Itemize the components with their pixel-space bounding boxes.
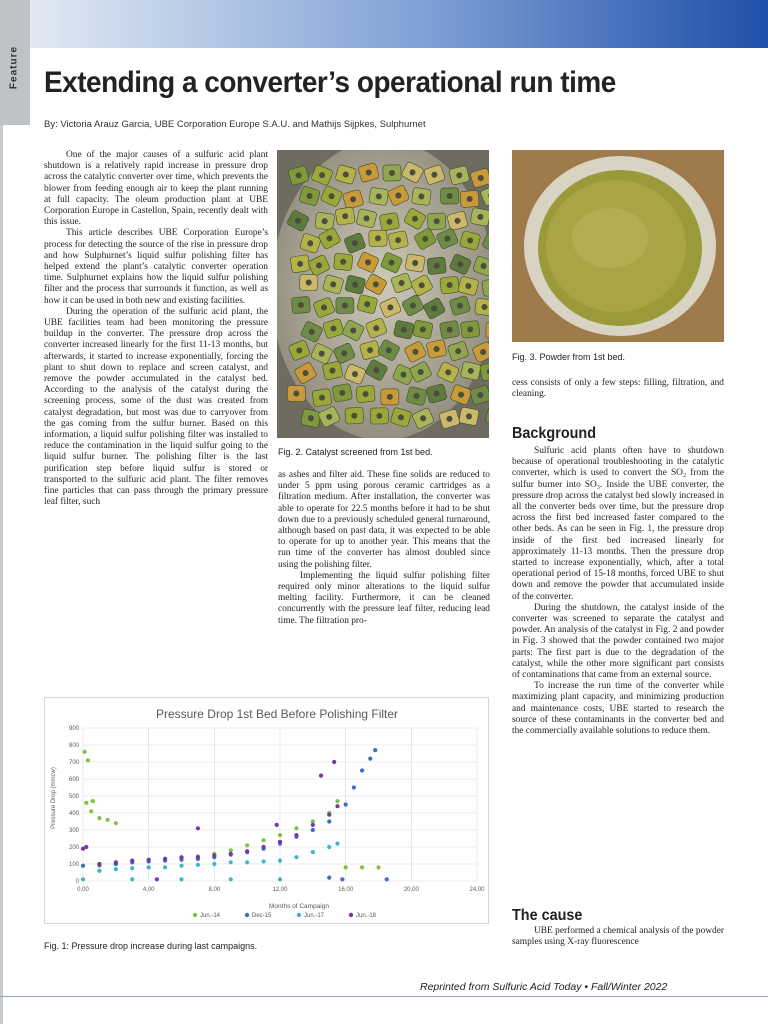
data-point (97, 816, 101, 820)
data-point (114, 860, 118, 864)
column-1 (44, 150, 268, 509)
footer-credit: Reprinted from Sulfuric Acid Today • Fall/Winter 2022 (420, 981, 668, 993)
catalyst-pellet (345, 407, 364, 424)
data-point (360, 768, 364, 772)
catalyst-pellet (322, 361, 343, 380)
x-tick-label: 0,00 (77, 887, 89, 893)
data-point (84, 845, 88, 849)
data-point (147, 858, 151, 862)
y-tick-label: 0 (75, 879, 79, 885)
data-point (81, 864, 85, 868)
catalyst-pellet (290, 255, 310, 274)
legend-label: Dec-15 (252, 913, 272, 919)
byline: By: Victoria Arauz Garcia, UBE Corporation Europe S.A.U. and Mathijs Sijpkes, Sulphurnet (44, 119, 426, 130)
x-axis-label: Months of Campaign (269, 903, 329, 910)
section-tab-label: Feature (8, 45, 20, 90)
data-point (114, 867, 118, 871)
legend-label: Jun.-14 (200, 913, 221, 919)
catalyst-pellet (369, 230, 387, 246)
catalyst-pellet (411, 187, 431, 205)
data-point (327, 845, 331, 849)
data-point (261, 859, 265, 863)
catalyst-pellet (287, 385, 305, 401)
data-point (335, 842, 339, 846)
data-point (179, 855, 183, 859)
catalyst-pellet (332, 383, 353, 402)
header-band (0, 0, 768, 48)
catalyst-pellet (427, 257, 447, 275)
y-tick-label: 800 (68, 743, 79, 749)
data-point (97, 869, 101, 873)
x-tick-label: 8,00 (208, 887, 221, 893)
paragraph: One of the major causes of a sulfuric acid plant shutdown is a relatively rapid increase in pressure drop across the catalytic converter over time, which prevents the blower from feeding enough air to keep the plant running at full capacity. The oleum production plant at UBE Corporation Europe in Castellon, Spain, recently dealt with this issue. (44, 150, 268, 228)
heading-the-cause: The cause (512, 907, 583, 924)
data-point (335, 799, 339, 803)
y-tick-label: 900 (68, 726, 79, 732)
data-point (344, 865, 348, 869)
catalyst-pellet (412, 320, 433, 339)
catalyst-pellet (336, 298, 354, 314)
catalyst-pellet (426, 339, 447, 358)
data-point (245, 849, 249, 853)
column-3-cause (512, 926, 724, 948)
chart-svg (45, 698, 488, 923)
catalyst-pellet (440, 276, 460, 294)
paragraph: UBE performed a chemical analysis of the powder samples using X-ray fluorescence (512, 926, 724, 948)
paragraph: cess consists of only a few steps: filling, filtration, and cleaning. (512, 378, 724, 400)
data-point (114, 821, 118, 825)
catalyst-photo (277, 150, 489, 438)
data-point (147, 865, 151, 869)
data-point (245, 843, 249, 847)
paragraph: To increase the run time of the converter while maximizing plant capacity, and minimizing production and maintenance costs, UBE started to research the source of these contaminants in the converter bed and the commercially available solutions to reduce them. (512, 681, 724, 737)
catalyst-pellet (475, 298, 489, 316)
y-tick-label: 200 (68, 845, 79, 851)
paragraph: Sulfuric acid plants often have to shutdown because of operational troubleshooting in the catalytic converter, which is used to convert the SO₂ from the sulfur burner into SO₃. Inside the UBE converter, the pressure drop across the catalyst bed slowly increased in all the converter beds over time, but the pressure drop across the first bed increased faster compared to the other beds. As can be seen in Fig. 1, the pressure drop inside of the first bed increased linearly for approximately 11-13 months. Then the pressure drop started to increase exponentially, which, after a total operational period of 15-18 months, forced UBE to shut down and remove the powder that accumulated inside of the converter. (512, 446, 724, 602)
legend-marker (297, 913, 301, 917)
data-point (261, 845, 265, 849)
catalyst-pellet (460, 190, 479, 207)
x-tick-label: 12,00 (272, 887, 288, 893)
data-point (106, 818, 110, 822)
data-point (368, 757, 372, 761)
data-point (155, 877, 159, 881)
data-point (229, 852, 233, 856)
data-point (130, 866, 134, 870)
data-point (340, 877, 344, 881)
data-point (212, 862, 216, 866)
catalyst-pellet (299, 274, 318, 291)
data-point (294, 833, 298, 837)
x-tick-label: 16,00 (338, 887, 354, 893)
data-point (130, 877, 134, 881)
catalyst-pellet (381, 389, 399, 405)
y-tick-label: 400 (68, 811, 79, 817)
y-tick-label: 700 (68, 760, 79, 766)
side-rule (0, 125, 3, 1024)
data-point (278, 859, 282, 863)
heading-background: Background (512, 425, 597, 442)
data-point (332, 760, 336, 764)
chart-title: Pressure Drop 1st Bed Before Polishing Filter (155, 707, 399, 721)
data-point (97, 862, 101, 866)
paragraph: as ashes and filter aid. These fine solids are reduced to under 5 ppm using porous ceramic cartridges as a filtration medium. After installation, the converter was able to operate for 22.5 months before it had to be shut down due to a previously scheduled general turnaround, although based on past data, it was expected to be able to operate for up to another year. This means that the run time of the converter has almost doubled since using the polishing filter. (278, 470, 490, 570)
data-point (163, 865, 167, 869)
data-point (84, 801, 88, 805)
legend-label: Jun.-18 (356, 913, 377, 919)
catalyst-pellet (439, 320, 460, 339)
data-point (83, 750, 87, 754)
column-3-background (512, 446, 724, 737)
legend-label: Jun.-17 (304, 913, 325, 919)
catalyst-pellet (379, 212, 399, 231)
data-point (352, 785, 356, 789)
x-tick-label: 24,00 (469, 887, 485, 893)
data-point (212, 853, 216, 857)
section-tab (0, 0, 30, 125)
data-point (229, 860, 233, 864)
data-point (294, 826, 298, 830)
figure-1-caption: Fig. 1: Pressure drop increase during last campaigns. (44, 941, 258, 951)
data-point (360, 865, 364, 869)
pressure-drop-chart (44, 697, 489, 924)
paragraph: Implementing the liquid sulfur polishing filter required only minor alterations to the liquid sulfur melting facility. Furthermore, it can be cleaned concurrently with the pressure leaf filter, reducing lead time. The filtration pro- (278, 570, 490, 626)
data-point (278, 833, 282, 837)
catalyst-pellet (427, 213, 446, 230)
data-point (311, 828, 315, 832)
paragraph: During the shutdown, the catalyst inside of the converter was screened to separate the catalyst and powder. An analysis of the catalyst in Fig. 2 and powder in Fig. 3 showed that the powder contained two major parts: The first part is due to the degradation of the catalyst, while the other more significant part consists of contaminations that came from an external source. (512, 602, 724, 681)
data-point (294, 855, 298, 859)
data-point (278, 840, 282, 844)
data-point (86, 758, 90, 762)
y-tick-label: 600 (68, 777, 79, 783)
data-point (311, 850, 315, 854)
data-point (196, 863, 200, 867)
legend-marker (193, 913, 197, 917)
powder-image (512, 150, 724, 342)
catalyst-pellet (486, 322, 489, 338)
data-point (163, 857, 167, 861)
catalyst-pellet (460, 320, 480, 338)
powder-photo (512, 150, 724, 342)
data-point (261, 838, 265, 842)
data-point (373, 748, 377, 752)
catalyst-pellet (312, 388, 332, 407)
data-point (344, 802, 348, 806)
data-point (319, 774, 323, 778)
footer-rule (0, 996, 768, 997)
legend-marker (349, 913, 353, 917)
column-3-top (512, 378, 724, 400)
x-tick-label: 20,00 (403, 887, 419, 893)
data-point (196, 855, 200, 859)
data-point (327, 813, 331, 817)
data-point (229, 877, 233, 881)
data-point (91, 799, 95, 803)
article-title: Extending a converter’s operational run time (44, 66, 616, 99)
catalyst-pellet (370, 408, 388, 424)
data-point (179, 864, 183, 868)
data-point (275, 823, 279, 827)
catalyst-pellet (356, 385, 376, 403)
catalyst-pellet (405, 254, 426, 273)
data-point (179, 877, 183, 881)
catalyst-pellet (335, 207, 355, 226)
paragraph: During the operation of the sulfuric acid plant, the UBE facilities team had been monitoring the pressure buildup in the converter. The pressure drop across the converter increased linearly for the first 11-13 months, but afterwards, it started to increase exponentially, forcing the plant to shut down to replace and screen catalyst, and remove the powder accumulated in the catalyst bed. According to the analysis of the catalyst during the screening process, some of the dust was created from catalyst degradation, but most was due to carryover from the gas coming from the sulfur burner. Based on this information, a liquid sulfur polishing filter was installed to reduce the contamination in the liquid sulfur going to the liquid sulfur burner. The polishing filter is the last purification step before liquid sulfur is stored or transported to the sulfuric acid plant. The filter removes fine particles that can pass through the primary pressure leaf filter, such (44, 306, 268, 508)
catalyst-pieces-image (277, 150, 489, 438)
data-point (89, 809, 93, 813)
column-2 (278, 470, 490, 627)
data-point (327, 876, 331, 880)
catalyst-pellet (315, 212, 335, 230)
y-tick-label: 500 (68, 794, 79, 800)
catalyst-pellet (460, 361, 481, 380)
y-tick-label: 300 (68, 828, 79, 834)
catalyst-pellet (393, 320, 414, 339)
data-point (196, 826, 200, 830)
catalyst-pellet (459, 407, 480, 426)
data-point (130, 859, 134, 863)
catalyst-pellet (383, 165, 401, 181)
data-point (376, 865, 380, 869)
paragraph: This article describes UBE Corporation Europe’s process for detecting the source of the rise in pressure drop and how Sulphurnet’s liquid sulfur polishing filter has helped extend the plant’s catalytic converter operation time. Sulphurnet explains how the liquid sulfur polishing filter and the process that surrounds it function, as well as how it can be used in both new and existing facilities. (44, 228, 268, 306)
y-axis-label: Pressure Drop (mmcw) (51, 767, 57, 829)
data-point (327, 819, 331, 823)
data-point (245, 860, 249, 864)
data-point (335, 804, 339, 808)
y-tick-label: 100 (68, 862, 79, 868)
data-point (278, 877, 282, 881)
figure-2-caption: Fig. 2. Catalyst screened from 1st bed. (278, 447, 433, 457)
catalyst-pellet (333, 253, 353, 271)
data-point (81, 877, 85, 881)
catalyst-pellet (369, 187, 389, 206)
catalyst-pellet (441, 188, 459, 204)
legend-marker (245, 913, 249, 917)
data-point (311, 823, 315, 827)
catalyst-pellet (470, 207, 489, 226)
data-point (385, 877, 389, 881)
x-tick-label: 4,00 (142, 887, 155, 893)
figure-3-caption: Fig. 3. Powder from 1st bed. (512, 352, 626, 362)
catalyst-pellet (291, 296, 310, 314)
